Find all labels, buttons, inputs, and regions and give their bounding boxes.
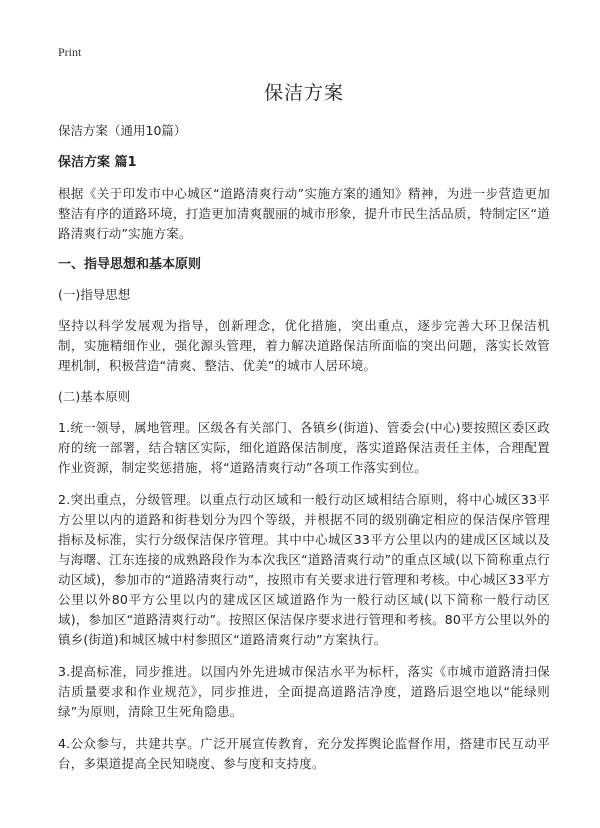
subsection-heading-guiding-ideology: (一)指导思想 xyxy=(58,287,131,302)
principle-paragraph: 3.提高标准，同步推进。以国内外先进城市保洁水平为标杆，落实《市城市道路清扫保洁质量要求和作业规范》，同步推进，全面提高道路洁净度，道路后退空地以“能绿则绿”为原则，清除卫生死角隐患。 xyxy=(58,664,550,719)
guiding-ideology-paragraph: 坚持以科学发展观为指导，创新理念，优化措施，突出重点，逐步完善大环卫保洁机制，实施精细作业，强化源头管理，着力解决道路保洁所面临的突出问题，落实长效管理机制，积极营造“清爽、整洁、优美”的城市人居环境。 xyxy=(58,318,550,373)
principle-paragraph: 4.公众参与，共建共享。广泛开展宣传教育，充分发挥舆论监督作用，搭建市民互动平台，多渠道提高全民知晓度、参与度和支持度。 xyxy=(58,736,550,771)
document-subtitle: 保洁方案（通用10篇） xyxy=(58,123,187,138)
section-heading: 一、指导思想和基本原则 xyxy=(58,257,202,272)
subsection-heading-basic-principles: (二)基本原则 xyxy=(58,389,131,404)
document-title: 保洁方案 xyxy=(263,82,344,104)
intro-paragraph: 根据《关于印发市中心城区“道路清爽行动”实施方案的通知》精神，为进一步营造更加整洁有序的道路环境，打造更加清爽靓丽的城市形象，提升市民生活品质，特制定区“道路清爽行动”实施方案。 xyxy=(58,186,550,241)
principle-paragraph: 1.统一领导，属地管理。区级各有关部门、各镇乡(街道)、管委会(中心)要按照区委区政府的统一部署，结合辖区实际，细化道路保洁制度，落实道路保洁责任主体，合理配置作业资源，制定奖惩措施，将“道路清爽行动”各项工作落实到位。 xyxy=(58,420,550,475)
principle-paragraph: 2.突出重点，分级管理。以重点行动区域和一般行动区域相结合原则，将中心城区33平方公里以内的道路和街巷划分为四个等级，并根据不同的级别确定相应的保洁保序管理指标及标准，实行分级保洁保序管理。其中中心城区33平方公里以内的建成区区域以及与海曙、江东连接的成熟路段作为本次我区“道路清爽行动”的重点区域(以下简称重点行动区域)，参加市的“道路清爽行动”，按照市有关要求进行管理和考核。中心城区33平方公里以外80平方公里以内的建成区区域道路作为一般行动区域(以下简称一般行动区域)，参加区“道路清爽行动”。按照区保洁保序要求进行管理和考核。80平方公里以外的镇乡(街道)和城区城中村参照区“道路清爽行动”方案执行。 xyxy=(58,492,550,647)
part-title: 保洁方案 篇1 xyxy=(58,155,137,170)
print-label: Print xyxy=(58,45,82,59)
